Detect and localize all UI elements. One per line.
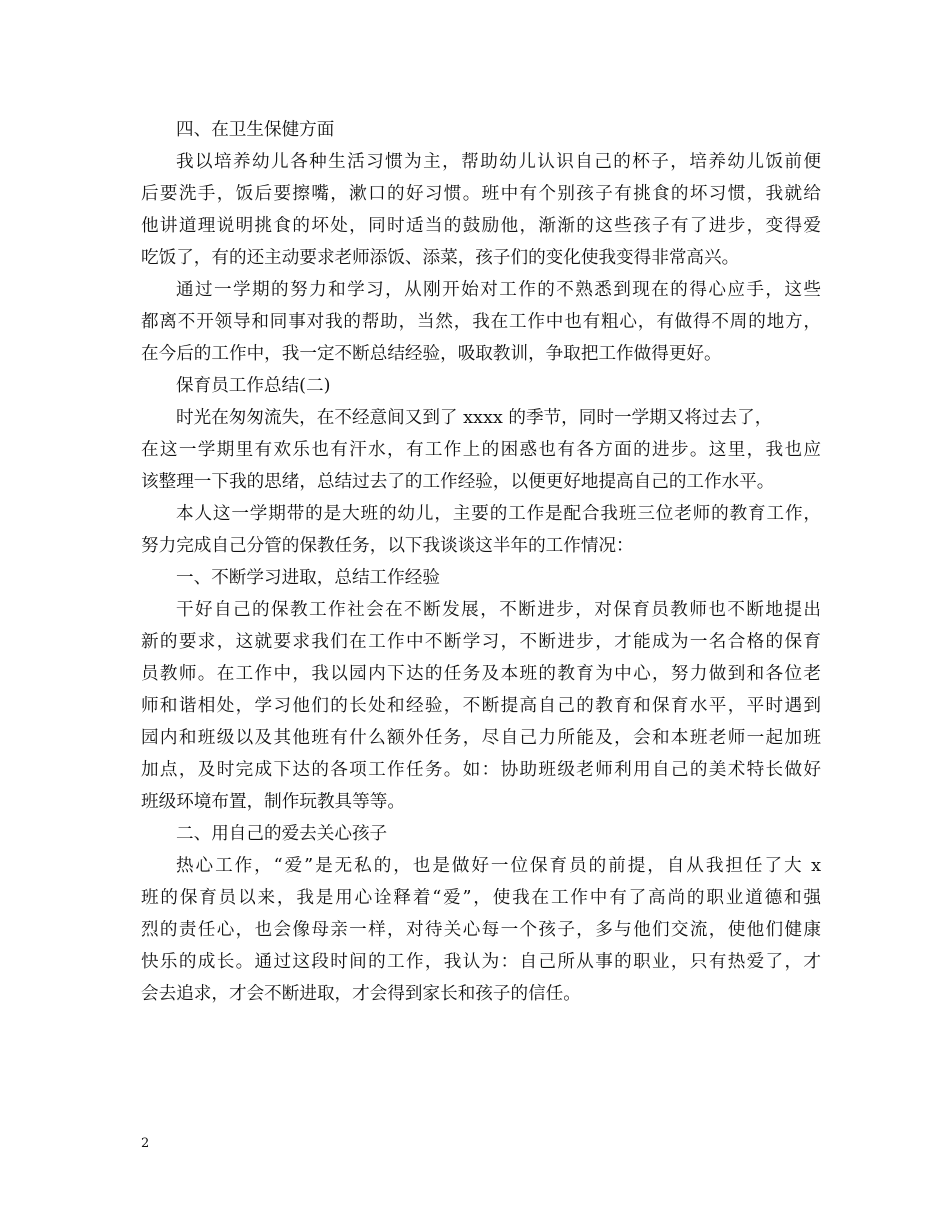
section-heading-love: 二、用自己的爱去关心孩子: [176, 824, 388, 844]
paragraph-line: 干好自己的保教工作社会在不断发展，不断进步，对保育员教师也不断地提出: [176, 600, 821, 620]
section-heading-hygiene: 四、在卫生保健方面: [176, 120, 335, 140]
paragraph-line: 该整理一下我的思绪，总结过去了的工作经验，以便更好地提高自己的工作水平。: [141, 472, 775, 492]
paragraph-line: 本人这一学期带的是大班的幼儿，主要的工作是配合我班三位老师的教育工作，: [176, 504, 821, 524]
paragraph-line: 热心工作，“爱”是无私的，也是做好一位保育员的前提，自从我担任了大 x: [176, 856, 821, 876]
paragraph-line: 快乐的成长。通过这段时间的工作，我认为：自己所从事的职业，只有热爱了，才: [141, 952, 821, 972]
paragraph-line: 都离不开领导和同事对我的帮助，当然，我在工作中也有粗心，有做得不周的地方，: [141, 312, 821, 332]
paragraph-line: 班的保育员以来，我是用心诠释着“爱”，使我在工作中有了高尚的职业道德和强: [141, 888, 821, 908]
paragraph-line: 加点，及时完成下达的各项工作任务。如：协助班级老师利用自己的美术特长做好: [141, 760, 821, 780]
paragraph-line: 新的要求，这就要求我们在工作中不断学习，不断进步，才能成为一名合格的保育: [141, 632, 821, 652]
paragraph-line: 吃饭了，有的还主动要求老师添饭、添菜，孩子们的变化使我变得非常高兴。: [141, 248, 740, 268]
page-number: 2: [141, 1136, 150, 1151]
paragraph-line: 园内和班级以及其他班有什么额外任务，尽自己力所能及，会和本班老师一起加班: [141, 728, 821, 748]
document-body: [141, 114, 821, 1010]
paragraph-line: 班级环境布置，制作玩教具等等。: [141, 792, 405, 812]
section-heading-learning: 一、不断学习进取，总结工作经验: [176, 568, 440, 588]
paragraph-line: 他讲道理说明挑食的坏处，同时适当的鼓励他，渐渐的这些孩子有了进步，变得爱: [141, 216, 821, 236]
paragraph-line: 通过一学期的努力和学习，从刚开始对工作的不熟悉到现在的得心应手，这些: [176, 280, 821, 300]
paragraph-line: 努力完成自己分管的保教任务，以下我谈谈这半年的工作情况：: [141, 536, 634, 556]
paragraph-line: 在今后的工作中，我一定不断总结经验，吸取教训，争取把工作做得更好。: [141, 344, 722, 364]
paragraph-line: 会去追求，才会不断进取，才会得到家长和孩子的信任。: [141, 984, 581, 1004]
paragraph-line: 师和谐相处，学习他们的长处和经验，不断提高自己的教育和保育水平，平时遇到: [141, 696, 821, 716]
paragraph-line: 我以培养幼儿各种生活习惯为主，帮助幼儿认识自己的杯子，培养幼儿饭前便: [176, 152, 821, 172]
paragraph-line: 后要洗手，饭后要擦嘴，漱口的好习惯。班中有个别孩子有挑食的坏习惯，我就给: [141, 184, 821, 204]
paragraph-line: 员教师。在工作中，我以园内下达的任务及本班的教育为中心，努力做到和各位老: [141, 664, 821, 684]
paragraph-line: 在这一学期里有欢乐也有汗水，有工作上的困惑也有各方面的进步。这里，我也应: [141, 440, 821, 460]
section-heading-summary-two: 保育员工作总结(二): [176, 376, 331, 396]
paragraph-line: 时光在匆匆流失，在不经意间又到了 xxxx 的季节，同时一学期又将过去了，: [176, 408, 773, 428]
paragraph-line: 烈的责任心，也会像母亲一样，对待关心每一个孩子，多与他们交流，使他们健康: [141, 920, 821, 940]
